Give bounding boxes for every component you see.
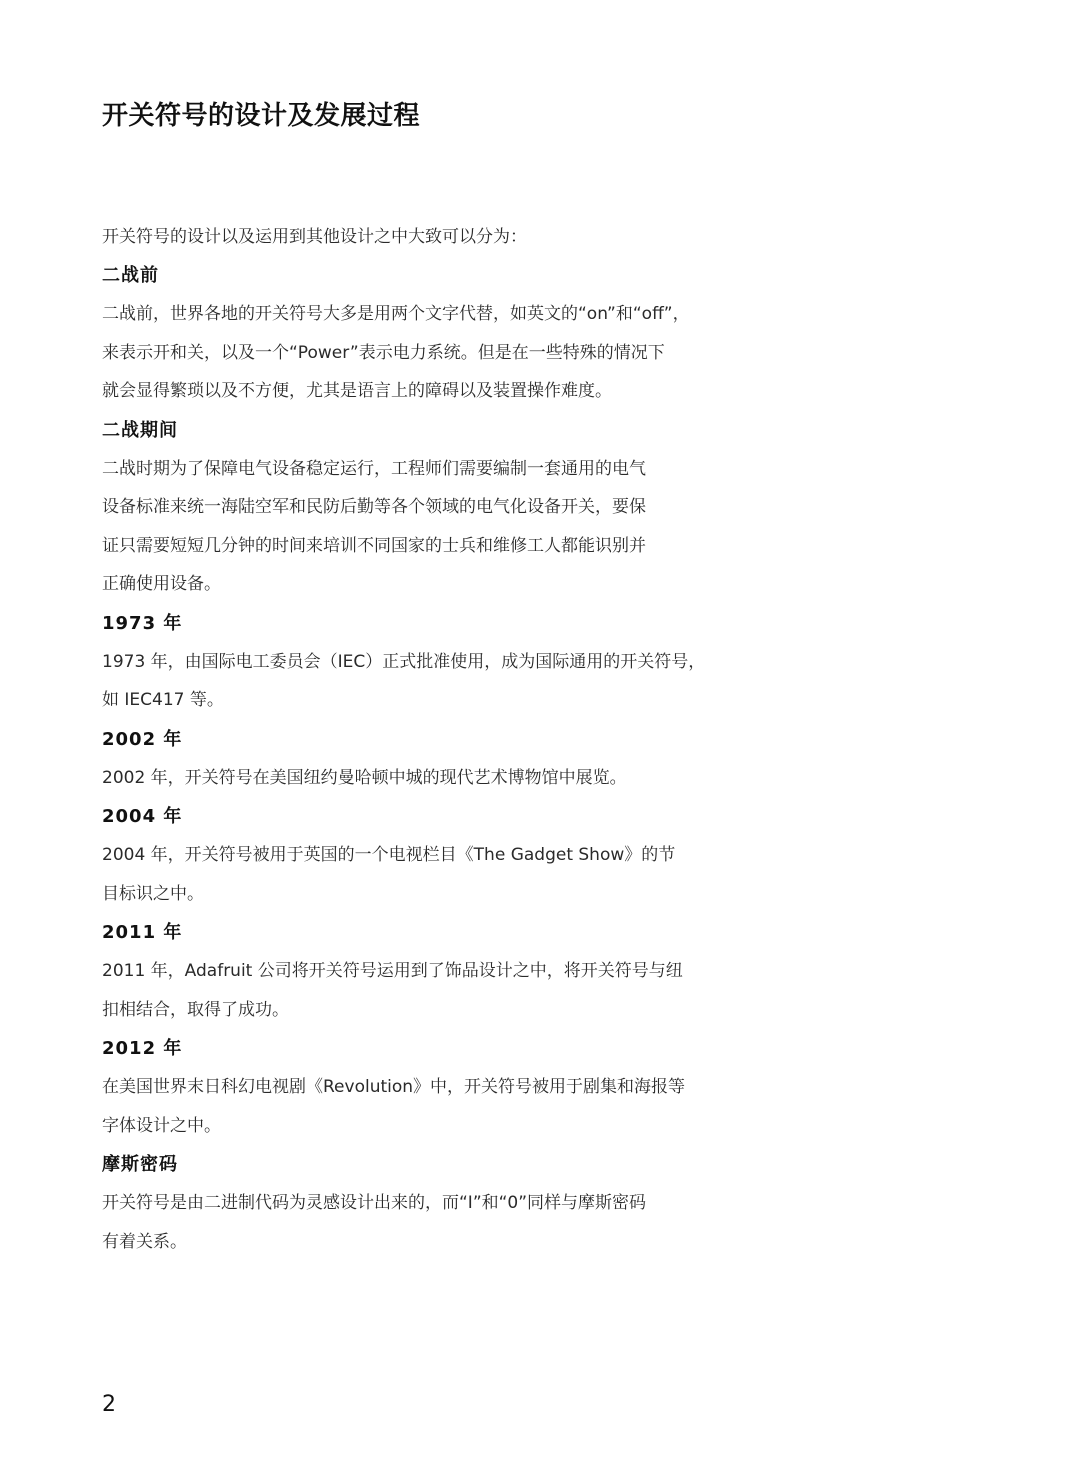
- paragraph-line: 2011 年，Adafruit 公司将开关符号运用到了饰品设计之中，将开关符号与纽: [102, 961, 683, 981]
- section-heading: 2011 年: [102, 922, 183, 943]
- section-heading: 2002 年: [102, 728, 183, 750]
- paragraph-line: 在美国世界末日科幻电视剧《Revolution》中，开关符号被用于剧集和海报等: [102, 1077, 686, 1097]
- section-morse-code: [102, 1145, 722, 1261]
- paragraph-line: 证只需要短短几分钟的时间来培训不同国家的士兵和维修工人都能识别并: [102, 535, 646, 556]
- paragraph-line: 二战时期为了保障电气设备稳定运行，工程师们需要编制一套通用的电气: [102, 458, 646, 479]
- article-body: [102, 218, 722, 1261]
- section-wwii: [102, 411, 722, 604]
- page-number: 2: [102, 1392, 116, 1417]
- intro-text: 开关符号的设计以及运用到其他设计之中大致可以分为：: [102, 227, 527, 247]
- paragraph-line: 1973 年，由国际电工委员会（IEC）正式批准使用，成为国际通用的开关符号，: [102, 651, 706, 672]
- section-2012: [102, 1029, 722, 1145]
- page-title: 开关符号的设计及发展过程: [102, 101, 421, 131]
- section-heading: 二战期间: [102, 419, 178, 441]
- paragraph-line: 扣相结合，取得了成功。: [102, 999, 289, 1020]
- paragraph-line: 2002 年，开关符号在美国纽约曼哈顿中城的现代艺术博物馆中展览。: [102, 767, 627, 788]
- paragraph-line: 字体设计之中。: [102, 1115, 221, 1136]
- paragraph-line: 正确使用设备。: [102, 574, 221, 594]
- section-heading: 摩斯密码: [102, 1154, 178, 1175]
- section-heading: 2012 年: [102, 1038, 183, 1059]
- paragraph-line: 如 IEC417 等。: [102, 690, 224, 710]
- paragraph-line: 来表示开和关，以及一个“Power”表示电力系统。但是在一些特殊的情况下: [102, 342, 665, 363]
- section-heading: 二战前: [102, 265, 159, 286]
- paragraph-line: 设备标准来统一海陆空军和民防后勤等各个领域的电气化设备开关，要保: [102, 497, 646, 517]
- section-2004: [102, 797, 722, 913]
- paragraph-line: 2004 年，开关符号被用于英国的一个电视栏目《The Gadget Show》的节: [102, 845, 676, 865]
- section-heading: 2004 年: [102, 806, 183, 827]
- section-1973: [102, 604, 722, 720]
- paragraph-line: 开关符号是由二进制代码为灵感设计出来的，而“I”和“0”同样与摩斯密码: [102, 1193, 647, 1213]
- paragraph-line: 二战前，世界各地的开关符号大多是用两个文字代替，如英文的“on”和“off”，: [102, 304, 690, 324]
- section-heading: 1973 年: [102, 612, 183, 634]
- paragraph-line: 有着关系。: [102, 1231, 187, 1252]
- paragraph-line: 就会显得繁琐以及不方便，尤其是语言上的障碍以及装置操作难度。: [102, 381, 612, 401]
- paragraph-line: 目标识之中。: [102, 883, 204, 904]
- section-pre-wwii: [102, 256, 722, 411]
- section-2011: [102, 913, 722, 1029]
- section-2002: [102, 720, 722, 798]
